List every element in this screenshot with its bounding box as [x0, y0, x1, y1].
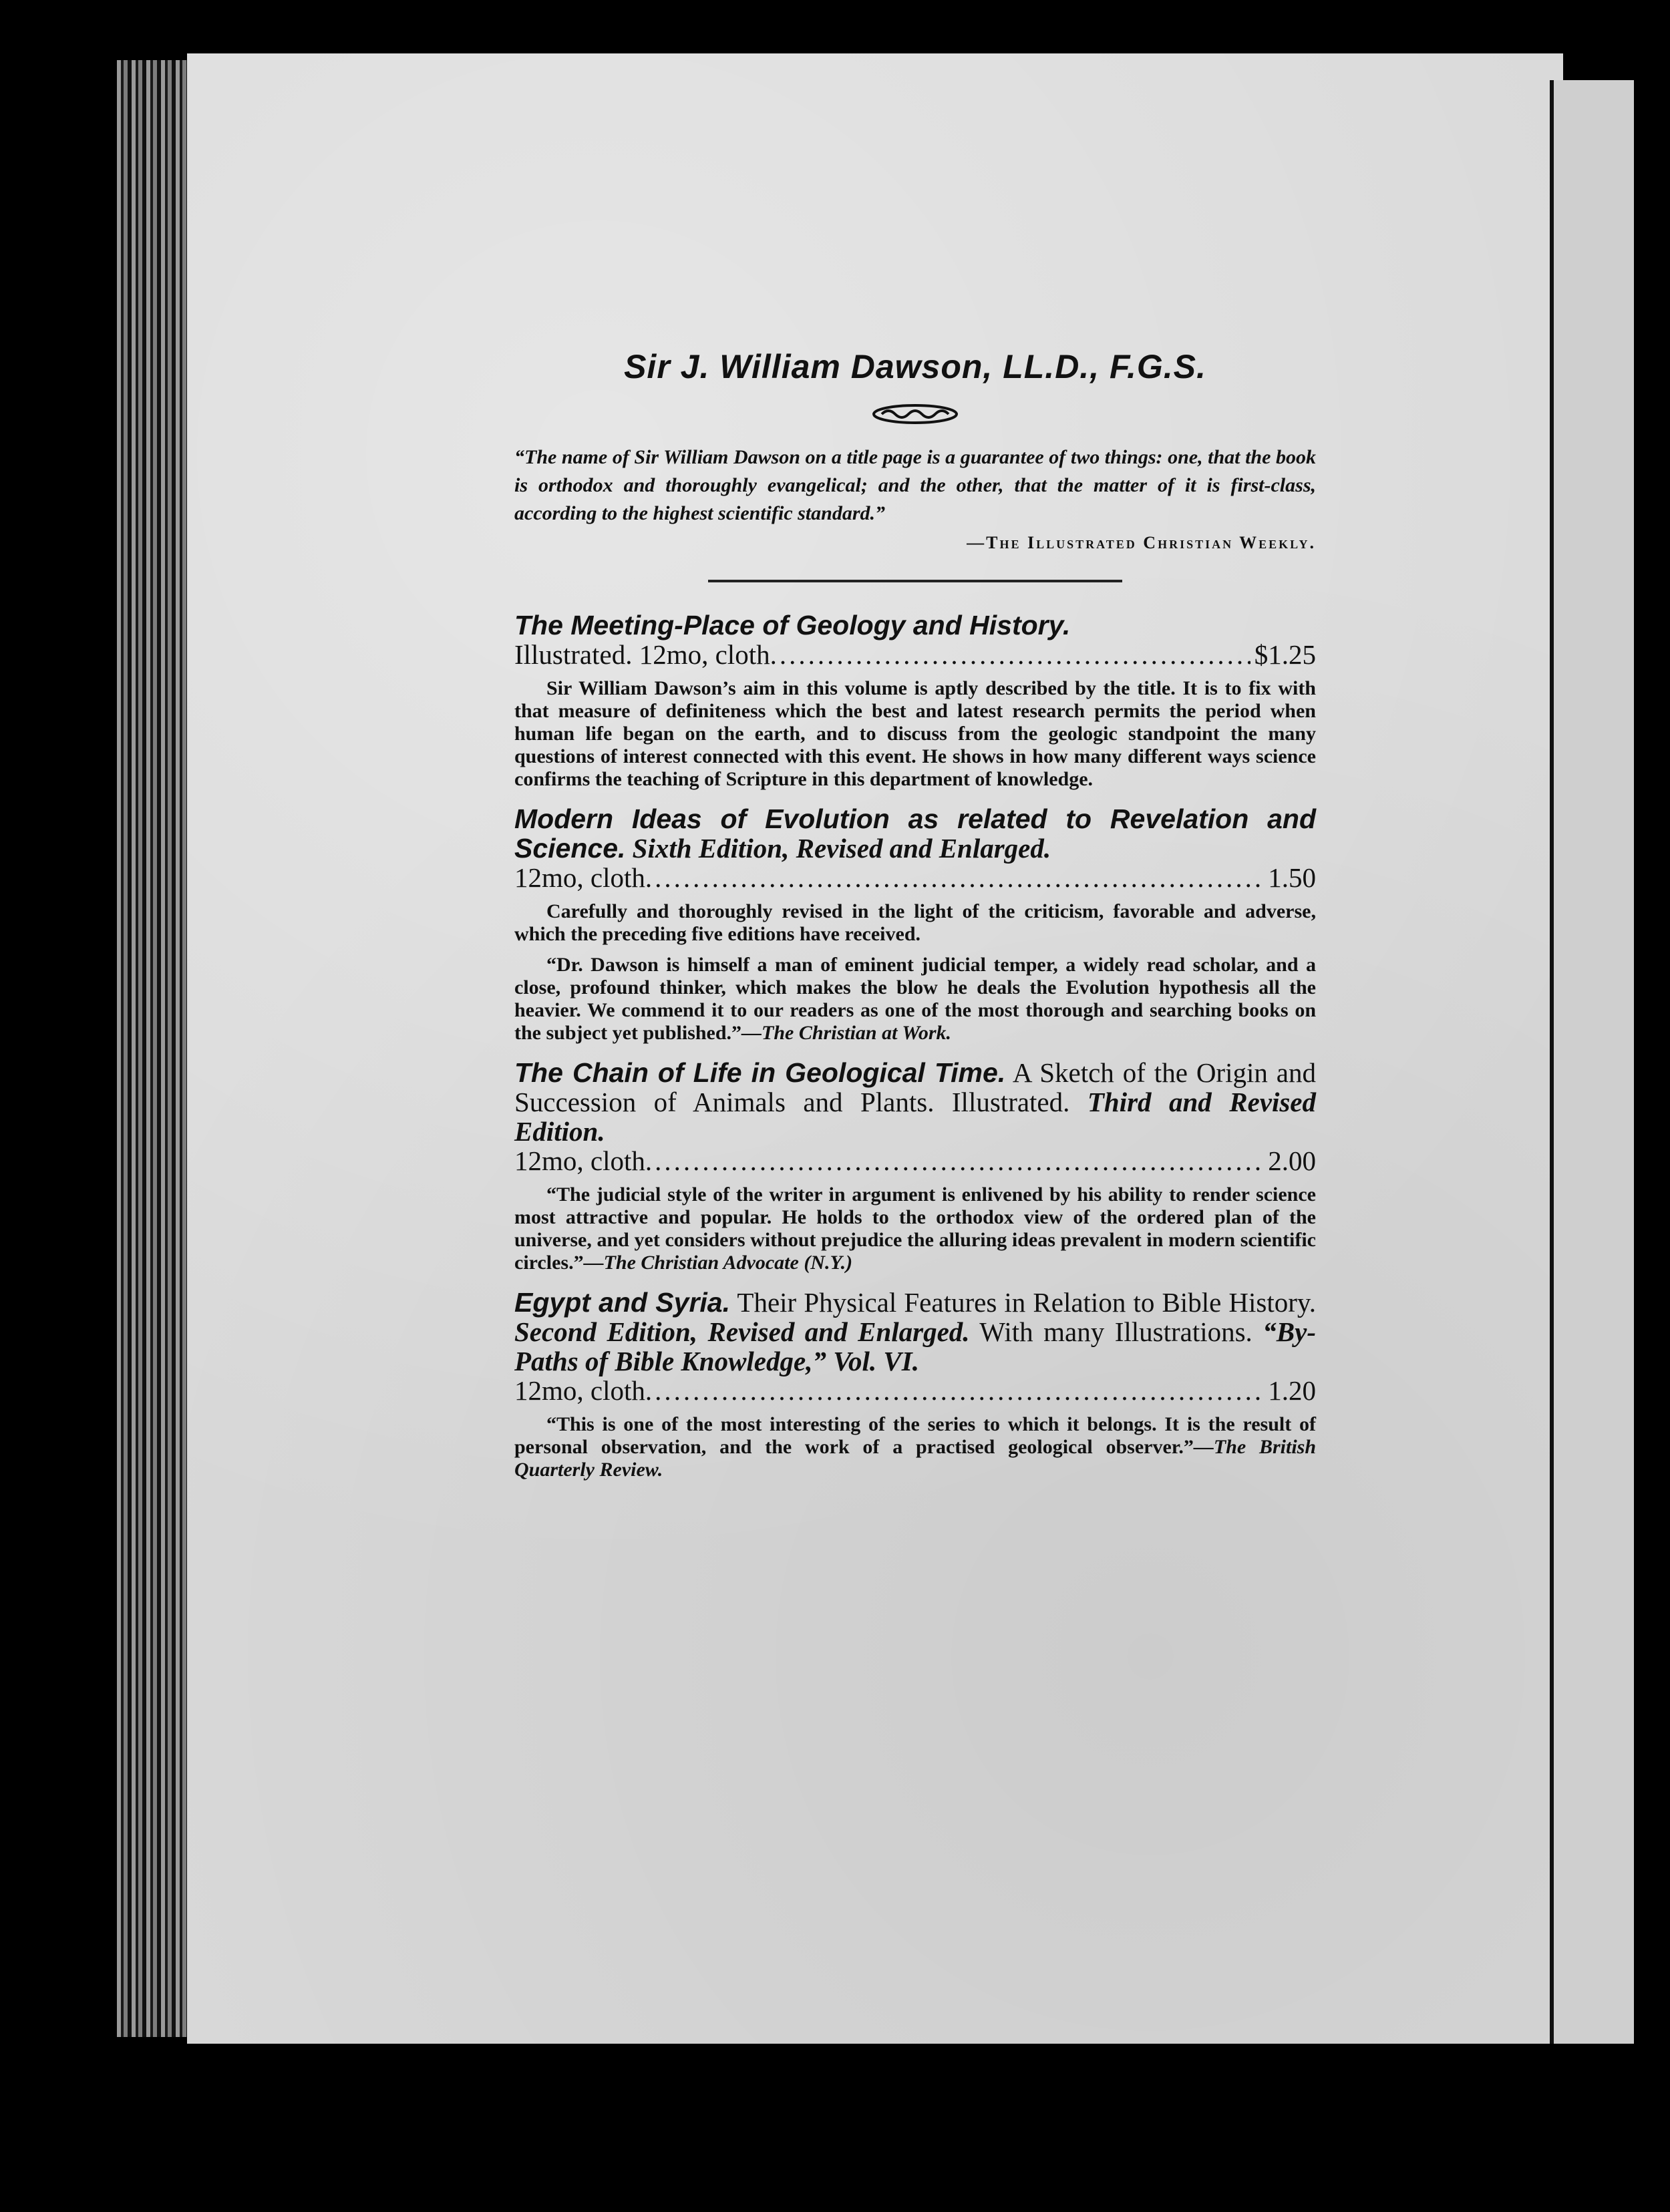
book-description: Sir William Dawson’s aim in this volume is aptly described by the title. It is to fix with that measure of definiteness which the best and latest research permits the period when human life began on the earth, and to discuss from the geologic standpoint the many questions of interest connected with this event. He shows in how many different ways science confirms the teaching of Scripture in this department of knowledge.	[514, 677, 1316, 790]
book-details: 12mo, cloth	[514, 1145, 645, 1176]
intro-quote-source: —The Illustrated Christian Weekly.	[967, 533, 1316, 552]
price-line	[514, 863, 1316, 892]
price-line	[514, 640, 1316, 669]
leader-dots	[645, 863, 1264, 892]
review-quote	[514, 954, 1316, 1045]
book-title: Egypt and Syria.	[514, 1287, 731, 1318]
review-quote	[514, 1183, 1316, 1274]
leader-dots	[645, 1376, 1264, 1405]
book-price: $1.25	[1254, 639, 1316, 670]
book-edition: Sixth Edition, Revised and Enlarged.	[632, 833, 1051, 864]
divider	[708, 580, 1122, 582]
book-series: “By-Paths of Bible Knowledge,” Vol. VI.	[514, 1316, 1316, 1376]
book-entry	[514, 804, 1316, 1045]
book-title: The Chain of Life in Geological Time.	[514, 1057, 1006, 1088]
price-line	[514, 1146, 1316, 1175]
leader-dots	[770, 640, 1250, 669]
review-source: —The British Quarterly Review.	[514, 1436, 1317, 1481]
review-source: —The Christian Advocate (N.Y.)	[583, 1252, 853, 1274]
book-price: 1.50	[1268, 862, 1316, 893]
book-entry-head	[514, 804, 1316, 892]
scan-border	[0, 2044, 1670, 2212]
book-edition: Third and Revised Edition.	[514, 1087, 1317, 1147]
book-price: 1.20	[1268, 1375, 1316, 1406]
review-text: “The judicial style of the writer in argument is enlivened by his ability to render science most attractive and popular. He holds to the orthodox view of the ordered plan of the universe, and yet considers without prejudice the alluring ideas prevalent in modern scientific circles.”	[514, 1183, 1316, 1274]
book-edition: Second Edition, Revised and Enlarged.	[514, 1316, 970, 1347]
book-entry-head	[514, 1058, 1316, 1175]
author-heading: Sir J. William Dawson, LL.D., F.G.S.	[624, 348, 1206, 385]
book-description: Carefully and thoroughly revised in the light of the criticism, favorable and adverse, which the preceding five editions have received.	[514, 900, 1316, 945]
intro-quote: “The name of Sir William Dawson on a title page is a guarantee of two things: one, that the book is orthodox and thoroughly evangelical; and the other, that the matter of it is first-class, according to the highest scientific standard.”	[514, 446, 1316, 524]
book-details: 12mo, cloth	[514, 862, 645, 893]
book-entry-head	[514, 610, 1316, 669]
book-title: Modern Ideas of Evolution as related to Revelation and Science.	[514, 803, 1316, 864]
book-details: Illustrated. 12mo, cloth	[514, 639, 770, 670]
review-text: “This is one of the most interesting of the series to which it belongs. It is the result of personal observation, and the work of a practised geological observer.”	[514, 1413, 1316, 1458]
review-quote	[514, 1413, 1316, 1481]
facing-page-edge	[1550, 80, 1634, 2050]
book-subtitle: A Sketch of the Origin and Succession of Animals and Plants. Illustrated.	[514, 1057, 1317, 1117]
book-entry-head	[514, 1288, 1316, 1405]
price-line	[514, 1376, 1316, 1405]
book-entry	[514, 1058, 1316, 1274]
leader-dots	[645, 1146, 1264, 1175]
review-text: “Dr. Dawson is himself a man of eminent judicial temper, a widely read scholar, and a close, profound thinker, which makes the blow he deals the Evolution hypothesis all the heavier. We commend it to our readers as one of the most thorough and searching books on the subject yet published.”	[514, 954, 1316, 1044]
book-entry	[514, 1288, 1316, 1481]
ornament-icon	[868, 401, 962, 427]
review-source: —The Christian at Work.	[741, 1022, 952, 1044]
advertisement-page	[514, 347, 1316, 1495]
book-subtitle-illustrations: With many Illustrations.	[979, 1316, 1252, 1347]
page-edges	[117, 60, 197, 2037]
book-subtitle: Their Physical Features in Relation to Bible History.	[737, 1287, 1316, 1318]
book-price: 2.00	[1268, 1145, 1316, 1176]
book-title: The Meeting-Place of Geology and History.	[514, 610, 1071, 640]
book-details: 12mo, cloth	[514, 1375, 645, 1406]
book-entry	[514, 610, 1316, 791]
